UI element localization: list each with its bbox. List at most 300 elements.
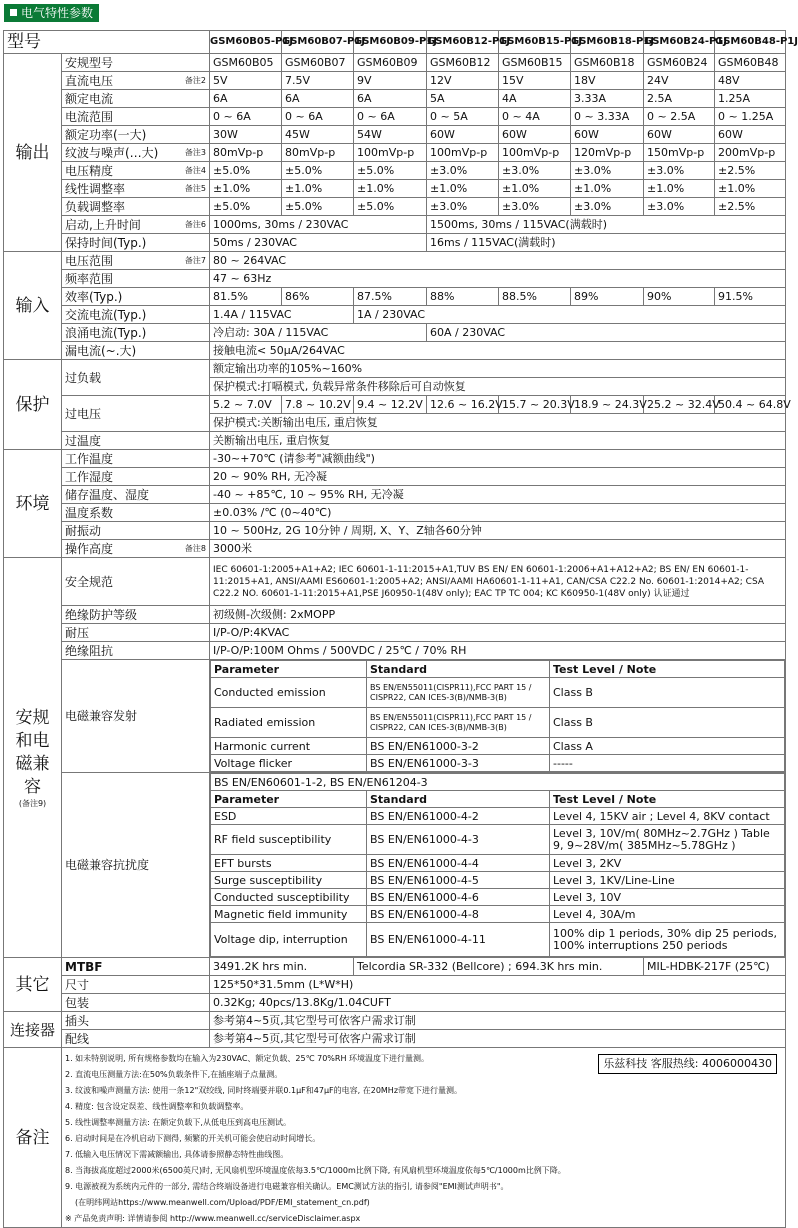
ems-cell: Level 4, 15KV air ; Level 4, 8KV contact [550,808,785,825]
row-label [62,180,210,198]
row-label-text: 额定功率(一大) [65,127,147,142]
row-value: IEC 60601-1:2005+A1+A2; IEC 60601-1-11:2015+A1,TUV BS EN/ EN 60601-1:2006+A1+A12+A2; BS EN/ EN 60601-1-11:2015+A1, ANSI/AAMI ES60601-1:2005+A2; ANSI/AAMI HA60601-1-11+A1, CAN/CSA C22.2 No. 60601-1:2014+A2; CSA C22.2 NO. 60601-1-11:2015+A1,PSE J60950-1(48V only); EAC TP TC 004; KC K60950-1(48V only) 认证通过 [210,558,786,606]
section-header [4,4,99,22]
ems-top: BS EN/EN60601-1-2, BS EN/EN61204-3 [211,774,785,791]
env-row [4,468,786,486]
row-label-text: 安规型号 [65,55,114,70]
model-row [4,31,786,54]
emi-cell: Class B [550,708,785,738]
env-row [4,504,786,522]
remark-line: 5. 线性调整率测量方法: 在额定负载下,从低电压到高电压测试。 [65,1118,291,1127]
ems-cell: Level 3, 1KV/Line-Line [550,872,785,889]
ems-row [211,872,785,889]
row-value: 1.4A / 115VAC [210,306,354,324]
row-label-text: 电流范围 [65,109,114,124]
ems-row [211,825,785,855]
row-label: 电磁兼容抗扰度 [62,773,210,958]
row-value: -40 ~ +85℃, 10 ~ 95% RH, 无冷凝 [210,486,786,504]
row-value: GSM60B48 [715,54,786,72]
ems-row [211,889,785,906]
output-row [4,162,786,180]
row-value: ±5.0% [210,198,282,216]
row-value: ±5.0% [354,198,427,216]
row-value: ±1.0% [571,180,644,198]
row-value: 50ms / 230VAC [210,234,427,252]
safety-section-note: (备注9) [18,798,47,808]
row-label-text: 耐振动 [65,523,102,538]
ems-cell: Voltage dip, interruption [211,923,367,957]
row-value: 45W [282,126,354,144]
row-value: 88.5% [499,288,571,306]
row-label: 绝缘防护等级 [62,606,210,624]
ems-cell: Conducted susceptibility [211,889,367,906]
remark-line: 2. 直流电压测量方法:在50%负载条件下,在插座端子点量测。 [65,1070,283,1079]
row-value: ±3.0% [644,198,715,216]
row-value: 60A / 230VAC [427,324,786,342]
connector-wire-row [4,1030,786,1048]
row-label: 耐压 [62,624,210,642]
row-value: ±3.0% [499,198,571,216]
row-label: 浪涌电流(Typ.) [62,324,210,342]
row-value: 关断输出电压, 重启恢复 [210,432,786,450]
emi-cell: Voltage flicker [211,755,367,772]
row-value: ±5.0% [282,198,354,216]
row-label: 过负载 [62,360,210,396]
ems-cell: BS EN/EN61000-4-4 [367,855,550,872]
row-label: 电压范围 备注7 [62,252,210,270]
row-label: 过温度 [62,432,210,450]
row-value: 91.5% [715,288,786,306]
row-value: 接触电流< 50μA/264VAC [210,342,786,360]
row-label: 漏电流(~.大) [62,342,210,360]
row-note: 备注5 [184,183,206,193]
row-value: 参考第4~5页,其它型号可依客户需求订制 [210,1030,786,1048]
input-inrush-row [4,324,786,342]
emi-cell: ----- [550,755,785,772]
row-value: ±3.0% [571,162,644,180]
remark-line: (在明纬网站https://www.meanwell.com/Upload/PDF/EMI_statement_cn.pdf) [75,1198,370,1207]
output-section-title: 输出 [4,54,62,252]
row-value: 6A [210,90,282,108]
safety-isolation-row [4,606,786,624]
row-label [62,144,210,162]
row-value: 100mVp-p [354,144,427,162]
row-value: 1A / 230VAC [354,306,786,324]
row-value: 87.5% [354,288,427,306]
row-value: 86% [282,288,354,306]
row-value: GSM60B12 [427,54,499,72]
row-value: 54W [354,126,427,144]
row-label: 插头 [62,1012,210,1030]
row-value: 18V [571,72,644,90]
row-value: 60W [499,126,571,144]
remark-line: ※ 产品免责声明: 详情请参阅 http://www.meanwell.cc/serviceDisclaimer.aspx [65,1214,361,1223]
emi-table [210,660,785,772]
row-value: GSM60B05 [210,54,282,72]
row-value: ±1.0% [427,180,499,198]
remark-line: 3. 纹波和噪声测量方法: 使用一条12"双绞线, 同时终端要并联0.1μF和47μF的电容, 在20MHz带宽下进行量测。 [65,1086,463,1095]
ems-cell: BS EN/EN61000-4-3 [367,825,550,855]
row-value: 0 ~ 4A [499,108,571,126]
row-value: 60W [644,126,715,144]
row-label-text: 线性调整率 [65,181,126,196]
other-mtbf-row [4,958,786,976]
row-value: 100mVp-p [499,144,571,162]
row-value: 18.9 ~ 24.3V [571,396,644,414]
row-label-text: 纹波与噪声(…大) [65,145,159,160]
row-value: 9V [354,72,427,90]
input-ac-current-row [4,306,786,324]
output-row [4,144,786,162]
emi-header: Standard [367,661,550,678]
output-row [4,180,786,198]
input-voltage-row [4,252,786,270]
row-label [62,486,210,504]
row-value: ±1.0% [644,180,715,198]
row-value: 88% [427,288,499,306]
emi-cell: BS EN/EN61000-3-3 [367,755,550,772]
output-row [4,198,786,216]
ems-cell: BS EN/EN61000-4-8 [367,906,550,923]
output-rise-row [4,216,786,234]
row-value: 0 ~ 1.25A [715,108,786,126]
row-value: ±3.0% [571,198,644,216]
row-value: 9.4 ~ 12.2V [354,396,427,414]
row-value: 20 ~ 90% RH, 无冷凝 [210,468,786,486]
remark-line: 4. 精度: 包含设定误差、线性调整率和负载调整率。 [65,1102,249,1111]
remarks-lines [65,1051,782,1227]
env-section [4,450,786,558]
emi-row [211,708,785,738]
emi-table-cell [210,660,786,773]
ems-cell: RF field susceptibility [211,825,367,855]
remarks-row [4,1048,786,1228]
env-row [4,540,786,558]
row-value: ±5.0% [282,162,354,180]
remark-line: 8. 当海拔高度超过2000米(6500英尺)时, 无风扇机型环境温度依每3.5℃/1000m比例下降, 有风扇机型环境温度依每5℃/1000m比例下降。 [65,1166,566,1175]
row-value: I/P-O/P:4KVAC [210,624,786,642]
row-value: 25.2 ~ 32.4V [644,396,715,414]
emi-cell: Class B [550,678,785,708]
row-value: 10 ~ 500Hz, 2G 10分钟 / 周期, X、Y、Z轴各60分钟 [210,522,786,540]
row-value: 0 ~ 6A [210,108,282,126]
row-note: 备注4 [184,165,206,175]
row-label [62,216,210,234]
emi-header-row [211,661,785,678]
emi-cell: BS EN/EN55011(CISPR11),FCC PART 15 / CISPR22, CAN ICES-3(B)/NMB-3(B) [367,678,550,708]
row-value: 5V [210,72,282,90]
row-note: 备注8 [184,543,206,553]
ems-cell: 100% dip 1 periods, 30% dip 25 periods, 100% interruptions 250 periods [550,923,785,957]
row-value: 15V [499,72,571,90]
row-label: 配线 [62,1030,210,1048]
row-value: 120mVp-p [571,144,644,162]
ems-cell: Level 3, 2KV [550,855,785,872]
row-value: MIL-HDBK-217F (25℃) [644,958,786,976]
ems-row [211,906,785,923]
ems-header: Parameter [211,791,367,808]
remark-line: 9. 电源被视为系统内元件的一部分, 需结合终端设备进行电磁兼容相关确认。EMC测试方法的指引, 请参阅"EMI测试声明书"。 [65,1182,509,1191]
row-label: MTBF [62,958,210,976]
row-value: 15.7 ~ 20.3V [499,396,571,414]
row-label [62,540,210,558]
row-value: 80mVp-p [282,144,354,162]
ems-cell: Magnetic field immunity [211,906,367,923]
row-label [62,162,210,180]
row-value: GSM60B15 [499,54,571,72]
row-value: ±2.5% [715,162,786,180]
row-value: 保护模式:打嗝模式, 负载异常条件移除后可自动恢复 [210,378,786,396]
row-value: 12V [427,72,499,90]
model-name: GSM60B48-P1J [715,31,786,54]
output-row [4,72,786,90]
other-section-title: 其它 [4,958,62,1012]
ems-cell: Level 3, 10V/m( 80MHz~2.7GHz ) Table 9, 9~28V/m( 385MHz~5.78GHz ) [550,825,785,855]
row-value: 4A [499,90,571,108]
output-hold-row [4,234,786,252]
row-value: -30~+70℃ (请参考"减额曲线") [210,450,786,468]
row-label: 电磁兼容发射 [62,660,210,773]
emi-cell: BS EN/EN61000-3-2 [367,738,550,755]
row-value: 1000ms, 30ms / 230VAC [210,216,427,234]
ems-header: Test Level / Note [550,791,785,808]
emi-cell: Radiated emission [211,708,367,738]
row-value: 0.32Kg; 40pcs/13.8Kg/1.04CUFT [210,994,786,1012]
ems-table [210,773,785,957]
protect-ovp-row [4,396,786,414]
emi-header: Parameter [211,661,367,678]
protect-section-title: 保护 [4,360,62,450]
ems-header: Standard [367,791,550,808]
row-value: 89% [571,288,644,306]
emi-header: Test Level / Note [550,661,785,678]
safety-withstand-row [4,624,786,642]
row-label-text: 操作高度 [65,541,114,556]
row-value: 60W [715,126,786,144]
row-value: 7.5V [282,72,354,90]
row-value: 60W [571,126,644,144]
row-value: ±5.0% [354,162,427,180]
row-value: ±3.0% [499,162,571,180]
row-value: 60W [427,126,499,144]
row-value: 5.2 ~ 7.0V [210,396,282,414]
row-label: 绝缘阻抗 [62,642,210,660]
connector-section-title: 连接器 [4,1012,62,1048]
row-label [62,198,210,216]
row-value: 125*50*31.5mm (L*W*H) [210,976,786,994]
connector-plug-row [4,1012,786,1030]
section-header-title: 电气特性参数 [21,6,94,20]
emi-cell: BS EN/EN55011(CISPR11),FCC PART 15 / CISPR22, CAN ICES-3(B)/NMB-3(B) [367,708,550,738]
safety-ems-row [4,773,786,958]
model-name: GSM60B18-P1J [571,31,644,54]
row-value: 3000米 [210,540,786,558]
ems-cell: BS EN/EN61000-4-11 [367,923,550,957]
ems-cell: Level 4, 30A/m [550,906,785,923]
remarks-section-title: 备注 [4,1048,62,1228]
row-value: 24V [644,72,715,90]
protect-otp-row [4,432,786,450]
row-value: 5A [427,90,499,108]
row-label: 效率(Typ.) [62,288,210,306]
row-value: 80 ~ 264VAC [210,252,786,270]
row-value: 12.6 ~ 16.2V [427,396,499,414]
ems-cell: BS EN/EN61000-4-2 [367,808,550,825]
row-label [62,450,210,468]
row-value: 200mVp-p [715,144,786,162]
row-value: 保护模式:关断输出电压, 重启恢复 [210,414,786,432]
row-label-text: 温度系数 [65,505,114,520]
row-label: 包装 [62,994,210,1012]
row-value: 2.5A [644,90,715,108]
row-value: ±1.0% [282,180,354,198]
row-label-text: 储存温度、湿度 [65,487,150,502]
row-value: ±0.03% /℃ (0~40℃) [210,504,786,522]
row-value: 30W [210,126,282,144]
row-value: GSM60B07 [282,54,354,72]
emi-cell: Class A [550,738,785,755]
emi-row [211,755,785,772]
row-label: 安全规范 [62,558,210,606]
row-value: 6A [282,90,354,108]
row-value: 50.4 ~ 64.8V [715,396,786,414]
remark-line: 6. 启动时间是在冷机启动下测得, 频繁的开关机可能会使启动时间增长。 [65,1134,321,1143]
emi-row [211,678,785,708]
row-value: 0 ~ 3.33A [571,108,644,126]
row-value: GSM60B18 [571,54,644,72]
output-row [4,108,786,126]
model-name: GSM60B05-P1J [210,31,282,54]
row-label-text: 负载调整率 [65,199,126,214]
row-value: 90% [644,288,715,306]
row-label-text: 保持时间(Typ.) [65,235,147,250]
row-label-text: 直流电压 [65,73,114,88]
row-value: 80mVp-p [210,144,282,162]
row-value: 150mVp-p [644,144,715,162]
row-value: 3.33A [571,90,644,108]
remarks-content [62,1048,786,1228]
row-label: 过电压 [62,396,210,432]
row-value: 3491.2K hrs min. [210,958,354,976]
row-value: ±3.0% [427,162,499,180]
row-label [62,72,210,90]
spec-table [3,30,798,1228]
row-label [62,90,210,108]
safety-section-label: 安规和电磁兼容 [15,707,50,797]
row-label-text: 电压精度 [65,163,114,178]
input-freq-row [4,270,786,288]
row-value: 47 ~ 63Hz [210,270,786,288]
row-value: 1.25A [715,90,786,108]
row-value: 0 ~ 5A [427,108,499,126]
row-value: ±1.0% [354,180,427,198]
row-value: 6A [354,90,427,108]
row-value: 100mVp-p [427,144,499,162]
ems-header-row [211,791,785,808]
env-row [4,486,786,504]
row-value: ±1.0% [715,180,786,198]
ems-cell: ESD [211,808,367,825]
ems-row [211,855,785,872]
row-value: 16ms / 115VAC(满载时) [427,234,786,252]
ems-cell: BS EN/EN61000-4-5 [367,872,550,889]
output-row [4,54,786,72]
row-label [62,108,210,126]
row-value: ±1.0% [210,180,282,198]
ems-top-row [211,774,785,791]
row-value: 81.5% [210,288,282,306]
ems-cell: Level 3, 10V [550,889,785,906]
model-name: GSM60B12-P1J [427,31,499,54]
row-value: GSM60B09 [354,54,427,72]
row-value: 0 ~ 6A [282,108,354,126]
hotline-badge: 乐兹科技 客服热线: 4006000430 [598,1054,777,1074]
ems-row [211,808,785,825]
ems-cell: EFT bursts [211,855,367,872]
row-value: 1500ms, 30ms / 115VAC(满载时) [427,216,786,234]
output-row [4,126,786,144]
row-label [62,234,210,252]
env-row [4,522,786,540]
input-efficiency-row [4,288,786,306]
row-value: 初级侧-次级侧: 2xMOPP [210,606,786,624]
row-value: I/P-O/P:100M Ohms / 500VDC / 25℃ / 70% RH [210,642,786,660]
row-label-text: 工作湿度 [65,469,114,484]
row-label-text: 启动,上升时间 [65,217,141,232]
row-value: 参考第4~5页,其它型号可依客户需求订制 [210,1012,786,1030]
remark-line: 7. 低输入电压情况下需减额输出, 具体请参照静态特性曲线图。 [65,1150,289,1159]
model-label: 型号 [4,31,210,54]
remark-line: 1. 如未特别说明, 所有规格参数均在输入为230VAC、额定负载、25℃ 70%RH 环境温度下进行量测。 [65,1054,430,1063]
row-label [62,126,210,144]
env-section-title: 环境 [4,450,62,558]
row-value: 7.8 ~ 10.2V [282,396,354,414]
output-section [4,54,786,252]
safety-section-title [4,558,62,958]
row-value: 冷启动: 30A / 115VAC [210,324,427,342]
row-value: 48V [715,72,786,90]
protect-overload-row [4,360,786,378]
row-label [62,468,210,486]
row-label [62,522,210,540]
other-pack-row [4,994,786,1012]
row-label-text: 额定电流 [65,91,114,106]
row-value: ±3.0% [427,198,499,216]
env-row [4,450,786,468]
row-note: 备注2 [184,75,206,85]
row-label: 交流电流(Typ.) [62,306,210,324]
row-label: 频率范围 [62,270,210,288]
emi-cell: Harmonic current [211,738,367,755]
row-label-text: 工作温度 [65,451,114,466]
model-name: GSM60B07-P1J [282,31,354,54]
row-value: 0 ~ 2.5A [644,108,715,126]
model-name: GSM60B24-P1J [644,31,715,54]
row-value: GSM60B24 [644,54,715,72]
row-value: 额定输出功率的105%~160% [210,360,786,378]
row-label [62,504,210,522]
row-value: ±2.5% [715,198,786,216]
emi-row [211,738,785,755]
row-value: 0 ~ 6A [354,108,427,126]
ems-table-cell [210,773,786,958]
row-label: 尺寸 [62,976,210,994]
square-icon [10,9,17,16]
safety-standards-row [4,558,786,606]
ems-row [211,923,785,957]
input-leakage-row [4,342,786,360]
row-label [62,54,210,72]
